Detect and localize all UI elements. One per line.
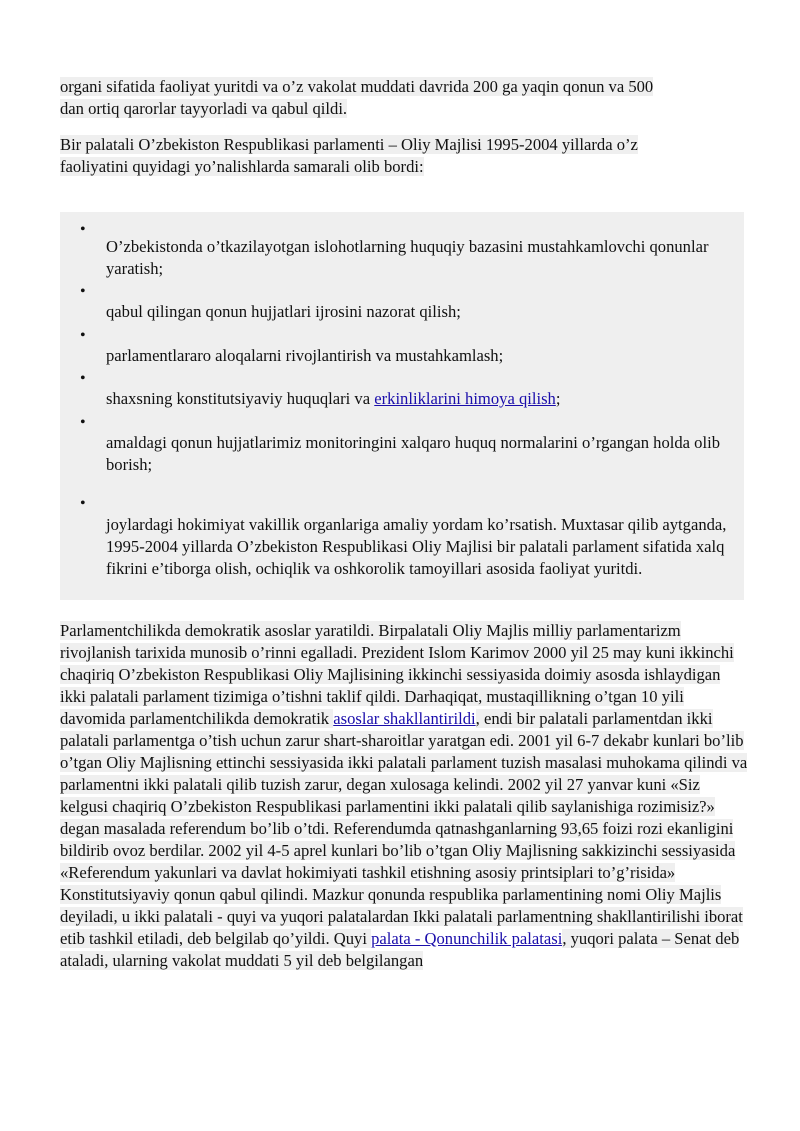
link-qonunchilik-palatasi[interactable]: palata - Qonunchilik palatasi [371,929,563,948]
lead-line-2: faoliyatini quyidagi yo’nalishlarda samarali olib bordi: [60,157,424,176]
list-item: qabul qilingan qonun hujjatlari ijrosini nazorat qilish; [106,302,461,321]
bullet-4: • [80,370,86,387]
intro-paragraph [60,76,750,120]
intro-line-1: organi sifatida faoliyat yuritdi va o’z vakolat muddati davrida 200 ga yaqin qonun va 500 [60,77,654,96]
bullet-6: • [80,495,86,512]
body-text-3: , yuqori palata – Senat deb ataladi, ularning vakolat muddati 5 yil deb belgilangan [60,929,740,970]
link-erkinliklarini-himoya-qilish[interactable]: erkinliklarini himoya qilish [374,389,556,408]
list-item: parlamentlararo aloqalarni rivojlantirish va mustahkamlash; [106,346,504,365]
list-item [106,388,746,410]
body-text-2: , endi bir palatali parlamentdan ikki palatali parlamentga o’tish uchun zarur shart-sharoitlar yaratgan edi. 2001 yil 6-7 dekabr kunlari bo’lib o’tgan Oliy Majlisning ettinchi sessiyasida ikki palatali parlament tuzish masalasi muhokama qilindi va parlamentni ikki palatali qilib tuzish zarur, degan xulosaga kelindi. 2002 yil 27 yanvar kuni «Siz kelgusi chaqiriq O’zbekiston Respublikasi parlamentini ikki palatali qilib saylanishiga rozimisiz?» degan masalada referendum bo’lib o’tdi. Referendumda qatnashganlarning 93,65 foizi rozi ekanligini bildirib ovoz berdilar. 2002 yil 4-5 aprel kunlari bo’lib o’tgan Oliy Majlisning sakkizinchi sessiyasida «Referendum yakunlari va davlat hokimiyati tashkil etishning asosiy printsiplari to’g’risida» Konstitutsiyaviy qonun qabul qilindi. Mazkur qonunda respublika parlamentining nomi Oliy Majlis deyiladi, u ikki palatali - quyi va yuqori palatalardan Ikki palatali parlamentning shakllantirilishi iborat etib tashkil etiladi, deb belgilab qo’yildi. Quyi [60,709,748,948]
bullet-2: • [80,283,86,300]
list-item-4-text: shaxsning konstitutsiyaviy huquqlari va [106,389,375,408]
list-item: joylardagi hokimiyat vakillik organlariga amaliy yordam ko’rsatish. Muxtasar qilib aytganda, 1995-2004 yillarda O’zbekiston Respublikasi Oliy Majlisi bir palatali parlament sifatida xalq fikrini e’tiborga olish, ochiqlik va oshkorolik tamoyillari asosida faoliyat yuritdi. [106,515,727,578]
list-item-4-punct: ; [555,389,561,408]
list-item: amaldagi qonun hujjatlarimiz monitoringini xalqaro huquq normalarini o’rgangan holda olib borish; [106,433,720,474]
body-text-1: Parlamentchilikda demokratik asoslar yaratildi. Birpalatali Oliy Majlis milliy parlamentarizm rivojlanish tarixida munosib o’rinni egalladi. Prezident Islom Karimov 2000 yil 25 may kuni ikkinchi chaqiriq O’zbekiston Respublikasi Oliy Majlisining ikkinchi sessiyasida doimiy asosda ishlaydigan ikki palatali parlament tizimiga o’tishni taklif qildi. Darhaqiqat, mustaqillikning o’tgan 10 yili davomida parlamentchilikda demokratik [60,621,734,728]
lead-paragraph [60,134,750,178]
intro-line-2: dan ortiq qarorlar tayyorladi va qabul qildi. [60,99,348,118]
list-item: O’zbekistonda o’tkazilayotgan islohotlarning huquqiy bazasini mustahkamlovchi qonunlar yaratish; [106,237,709,278]
link-asoslar-shakllantirildi[interactable]: asoslar shakllantirildi [333,709,476,728]
body-paragraph [60,620,750,972]
lead-line-1: Bir palatali O’zbekiston Respublikasi parlamenti – Oliy Majlisi 1995-2004 yillarda o’z [60,135,638,154]
bullet-1: • [80,221,86,238]
bullet-3: • [80,327,86,344]
bullet-5: • [80,414,86,431]
